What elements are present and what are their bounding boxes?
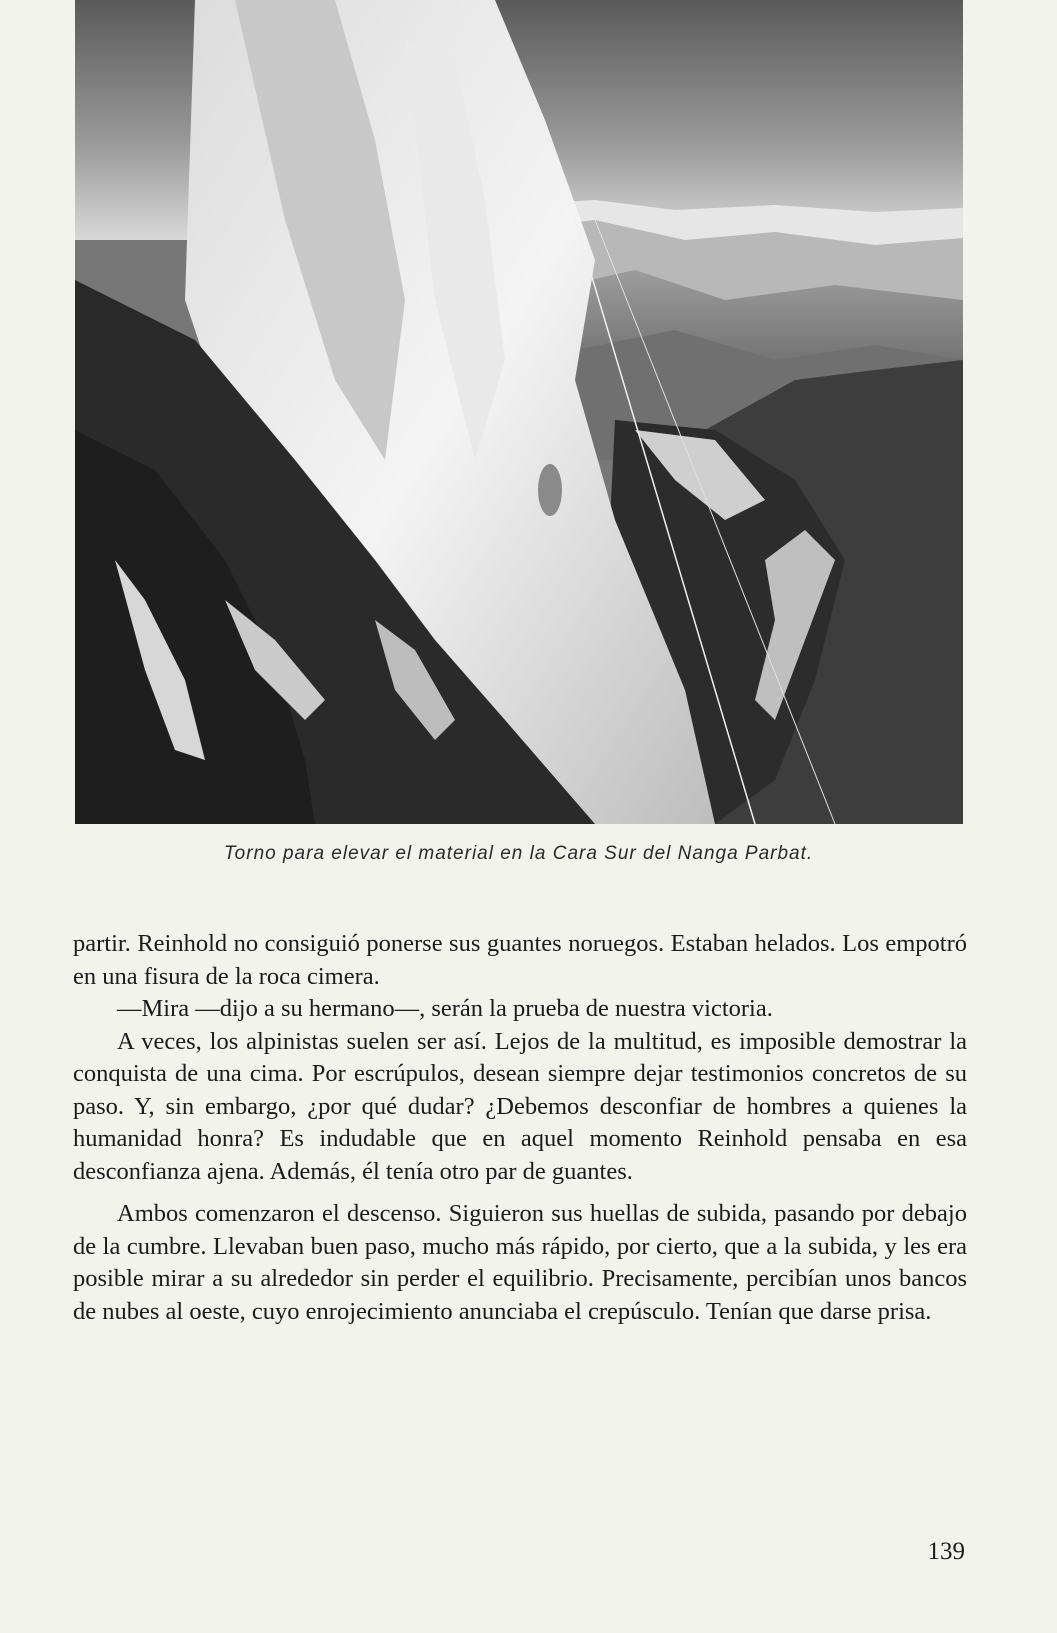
mountain-photo <box>75 0 963 824</box>
paragraph: Ambos comenzaron el descenso. Siguieron sus huellas de subida, pasando por debajo de la cumbre. Llevaban buen paso, mucho más rápido, por cierto, que a la subida, y les era posible mirar a su alrededor sin perder el equilibrio. Precisamente, percibían unos bancos de nubes al oeste, cuyo enrojecimiento anunciaba el crepúsculo. Tenían que darse prisa. <box>73 1200 967 1325</box>
paragraph: A veces, los alpinistas suelen ser así. Lejos de la multitud, es imposible demostrar la conquista de una cima. Por escrúpulos, desean siempre dejar testimonios concretos de su paso. Y, sin embargo, ¿por qué dudar? ¿Debemos desconfiar de hombres a quienes la humanidad honra? Es indudable que en aquel momento Reinhold pensaba en esa desconfianza ajena. Además, él tenía otro par de guantes. <box>73 1027 967 1185</box>
page-number: 139 <box>927 1538 965 1565</box>
figure-caption: Torno para elevar el material en la Cara Sur del Nanga Parbat. <box>223 843 814 864</box>
paragraph: —Mira —dijo a su hermano—, serán la prueba de nuestra victoria. <box>117 995 773 1022</box>
paragraph: partir. Reinhold no consiguió ponerse sus guantes noruegos. Estaban helados. Los empotró en una fisura de la roca cimera. <box>73 930 967 990</box>
body-text <box>73 928 967 1328</box>
